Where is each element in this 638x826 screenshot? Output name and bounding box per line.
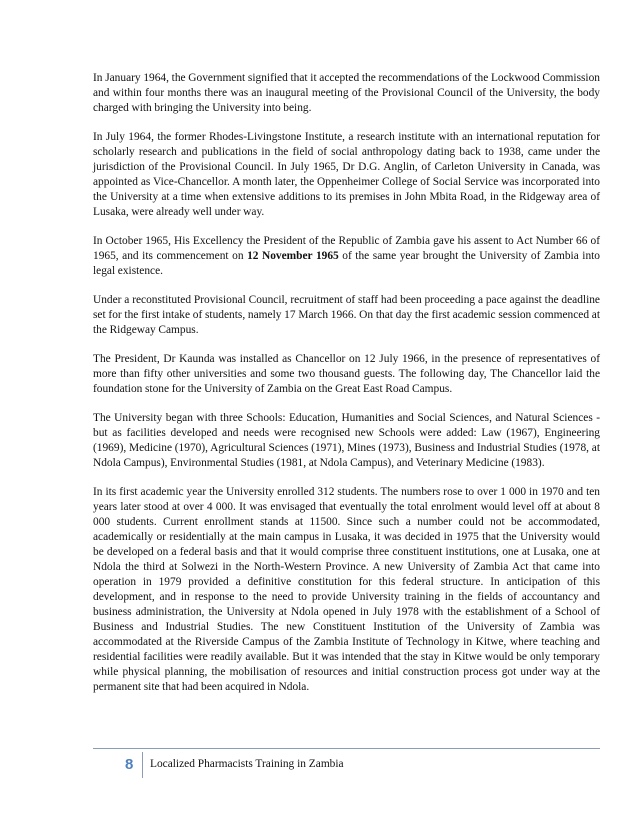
act-text-before: In October 1965, His Excellency the President of the Republic of Zambia gave his assent to Act Number 66 of 1965, and its commencement on: [93, 235, 600, 262]
footer-rule: [93, 748, 600, 749]
paragraph-enrolment: In its first academic year the University enrolled 312 students. The numbers rose to over 1 000 in 1970 and ten years later stood at over 4 000. It was envisaged that eventually the total enrolment would level off at about 8 000 students. Current enrollment stands at 11500. Since such a number could not be accommodated, academically or residentially at the main campus in Lusaka, it was decided in 1975 that the University would be developed on a federal basis and that it would comprise three constituent institutions, one at Lusaka, one at Ndola the third at Solwezi in the North-Western Province. A new University of Zambia Act that came into operation in 1979 provided a definitive constitution for this federal structure. In anticipation of this development, and in response to the need to provide University training in the fields of accountancy and business administration, the University at Ndola opened in July 1978 with the establishment of a School of Business and Industrial Studies. The new Constituent Institution of the University of Zambia was accommodated at the Riverside Campus of the Zambia Institute of Technology in Kitwe, where teaching and residential facilities were readily available. But it was intended that the stay in Kitwe would be only temporary while physical planning, the mobilisation of resources and initial construction process got under way at the permanent site that had been acquired in Ndola.: [93, 486, 600, 693]
act-date-bold: 12 November 1965: [247, 250, 339, 262]
paragraph-provisional-council: Under a reconstituted Provisional Council, recruitment of staff had been proceeding a pace against the deadline set for the first intake of students, namely 17 March 1966. On that day the first academic session commenced at the Ridgeway Campus.: [93, 294, 600, 336]
paragraph-rhodes-livingstone: In July 1964, the former Rhodes-Livingstone Institute, a research institute with an international reputation for scholarly research and publications in the field of social anthropology dating back to 1938, came under the jurisdiction of the Provisional Council. In July 1965, Dr D.G. Anglin, of Carleton University in Canada, was appointed as Vice-Chancellor. A month later, the Oppenheimer College of Social Service was incorporated into the University at a time when extensive additions to its premises in John Mbita Road, in the Ridgeway area of Lusaka, were already well under way.: [93, 131, 600, 218]
body-text: [93, 71, 600, 709]
paragraph-act-assent: [93, 234, 600, 279]
page-footer: [93, 752, 600, 778]
footer-separator: [142, 752, 143, 778]
footer-title: Localized Pharmacists Training in Zambia: [150, 758, 344, 770]
paragraph-schools: The University began with three Schools: Education, Humanities and Social Sciences, and Natural Sciences - but as facilities developed and needs were recognised new Schools were added: Law (1967), Engineering (1969), Medicine (1970), Agricultural Sciences (1971), Mines (1973), Business and Industrial Studies (1978, at Ndola Campus), Environmental Studies (1981, at Ndola Campus), and Veterinary Medicine (1983).: [93, 412, 600, 469]
page-number: 8: [125, 756, 134, 773]
paragraph-lockwood-commission: In January 1964, the Government signified that it accepted the recommendations of the Lockwood Commission and within four months there was an inaugural meeting of the Provisional Council of the University, the body charged with bringing the University into being.: [93, 72, 600, 114]
paragraph-chancellor: The President, Dr Kaunda was installed as Chancellor on 12 July 1966, in the presence of representatives of more than fifty other universities and some two thousand guests. The following day, The Chancellor laid the foundation stone for the University of Zambia on the Great East Road Campus.: [93, 353, 600, 395]
act-text-after: of the same year brought the University of Zambia into legal existence.: [93, 250, 601, 277]
